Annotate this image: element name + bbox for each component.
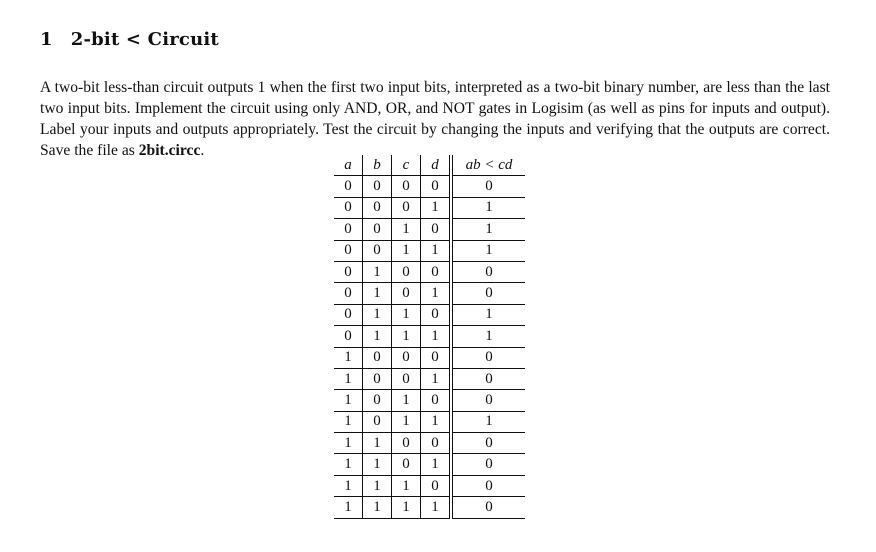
cell-d: 1: [421, 197, 452, 218]
cell-a: 0: [334, 304, 363, 325]
cell-d: 0: [421, 475, 452, 496]
cell-output: 1: [451, 240, 525, 261]
filename: 2bit.circc: [138, 141, 201, 159]
cell-a: 0: [334, 176, 363, 197]
cell-c: 0: [392, 283, 421, 304]
cell-output: 0: [451, 497, 525, 518]
cell-b: 1: [363, 497, 392, 518]
cell-a: 1: [334, 475, 363, 496]
cell-b: 1: [363, 454, 392, 475]
section-heading: [40, 29, 219, 50]
cell-b: 1: [363, 433, 392, 454]
cell-c: 1: [392, 390, 421, 411]
table-row: [334, 475, 525, 496]
table-row: [334, 197, 525, 218]
table-row: [334, 411, 525, 432]
cell-c: 0: [392, 176, 421, 197]
cell-d: 1: [421, 454, 452, 475]
cell-output: 1: [451, 197, 525, 218]
cell-d: 1: [421, 326, 452, 347]
table-row: [334, 261, 525, 282]
cell-b: 1: [363, 326, 392, 347]
cell-c: 1: [392, 411, 421, 432]
cell-b: 0: [363, 197, 392, 218]
cell-a: 1: [334, 390, 363, 411]
cell-output: 0: [451, 368, 525, 389]
cell-c: 1: [392, 475, 421, 496]
cell-a: 0: [334, 240, 363, 261]
table-row: [334, 219, 525, 240]
cell-a: 0: [334, 283, 363, 304]
table-row: [334, 390, 525, 411]
truth-table: [334, 155, 525, 519]
section-number: 1: [40, 29, 53, 50]
cell-c: 1: [392, 304, 421, 325]
cell-output: 1: [451, 326, 525, 347]
cell-b: 0: [363, 219, 392, 240]
header-output: ab < cd: [451, 155, 525, 176]
cell-b: 0: [363, 347, 392, 368]
header-d: d: [421, 155, 452, 176]
header-a: a: [334, 155, 363, 176]
cell-output: 0: [451, 454, 525, 475]
cell-output: 0: [451, 176, 525, 197]
cell-a: 0: [334, 219, 363, 240]
cell-output: 0: [451, 347, 525, 368]
cell-output: 0: [451, 283, 525, 304]
table-row: [334, 240, 525, 261]
cell-b: 1: [363, 261, 392, 282]
truth-table-header-row: [334, 155, 525, 176]
cell-d: 0: [421, 176, 452, 197]
cell-output: 0: [451, 261, 525, 282]
section-title: 2-bit < Circuit: [70, 29, 219, 50]
table-row: [334, 347, 525, 368]
truth-table-body: [334, 176, 525, 518]
cell-a: 0: [334, 326, 363, 347]
cell-c: 0: [392, 197, 421, 218]
cell-c: 0: [392, 368, 421, 389]
cell-d: 0: [421, 219, 452, 240]
cell-output: 0: [451, 433, 525, 454]
cell-c: 0: [392, 454, 421, 475]
cell-b: 0: [363, 176, 392, 197]
cell-d: 1: [421, 497, 452, 518]
cell-d: 1: [421, 368, 452, 389]
cell-a: 1: [334, 368, 363, 389]
cell-b: 1: [363, 283, 392, 304]
cell-d: 1: [421, 411, 452, 432]
table-row: [334, 304, 525, 325]
cell-c: 1: [392, 240, 421, 261]
cell-a: 1: [334, 411, 363, 432]
cell-a: 1: [334, 433, 363, 454]
table-row: [334, 454, 525, 475]
instructions-paragraph: A two-bit less-than circuit outputs 1 when the first two input bits, interpreted as a two-bit binary number, are less than the last two input bits. Implement the circuit using only AND, OR, and NOT gates in Logisim (as well as pins for inputs and output). Label your inputs and outputs appropriately. Test the circuit by changing the inputs and verifying that the outputs are correct. Save the file as 2bit.circc.: [40, 78, 830, 159]
cell-output: 0: [451, 390, 525, 411]
cell-c: 0: [392, 347, 421, 368]
instructions-text: A two-bit less-than circuit outputs 1 when the first two input bits, interpreted as a two-bit binary number, are less than the last two input bits. Implement the circuit using only AND, OR, and NOT gates in Logisim (as well as pins for inputs and output). Label your inputs and outputs appropriately. Test the circuit by changing the inputs and verifying that the outputs are correct. Save the file as: [40, 78, 830, 159]
table-row: [334, 368, 525, 389]
table-row: [334, 497, 525, 518]
cell-b: 0: [363, 411, 392, 432]
header-c: c: [392, 155, 421, 176]
cell-d: 0: [421, 347, 452, 368]
cell-b: 1: [363, 304, 392, 325]
cell-c: 1: [392, 219, 421, 240]
cell-output: 0: [451, 475, 525, 496]
cell-d: 0: [421, 261, 452, 282]
table-row: [334, 176, 525, 197]
cell-d: 0: [421, 433, 452, 454]
cell-d: 0: [421, 390, 452, 411]
cell-a: 0: [334, 261, 363, 282]
cell-d: 1: [421, 240, 452, 261]
cell-b: 0: [363, 240, 392, 261]
table-row: [334, 433, 525, 454]
cell-c: 1: [392, 326, 421, 347]
cell-output: 1: [451, 219, 525, 240]
cell-c: 0: [392, 261, 421, 282]
cell-d: 1: [421, 283, 452, 304]
cell-a: 1: [334, 497, 363, 518]
header-b: b: [363, 155, 392, 176]
cell-b: 0: [363, 390, 392, 411]
cell-c: 1: [392, 497, 421, 518]
cell-b: 0: [363, 368, 392, 389]
cell-d: 0: [421, 304, 452, 325]
table-row: [334, 283, 525, 304]
cell-b: 1: [363, 475, 392, 496]
cell-a: 0: [334, 197, 363, 218]
table-row: [334, 326, 525, 347]
cell-a: 1: [334, 347, 363, 368]
cell-c: 0: [392, 433, 421, 454]
cell-output: 1: [451, 304, 525, 325]
cell-a: 1: [334, 454, 363, 475]
cell-output: 1: [451, 411, 525, 432]
